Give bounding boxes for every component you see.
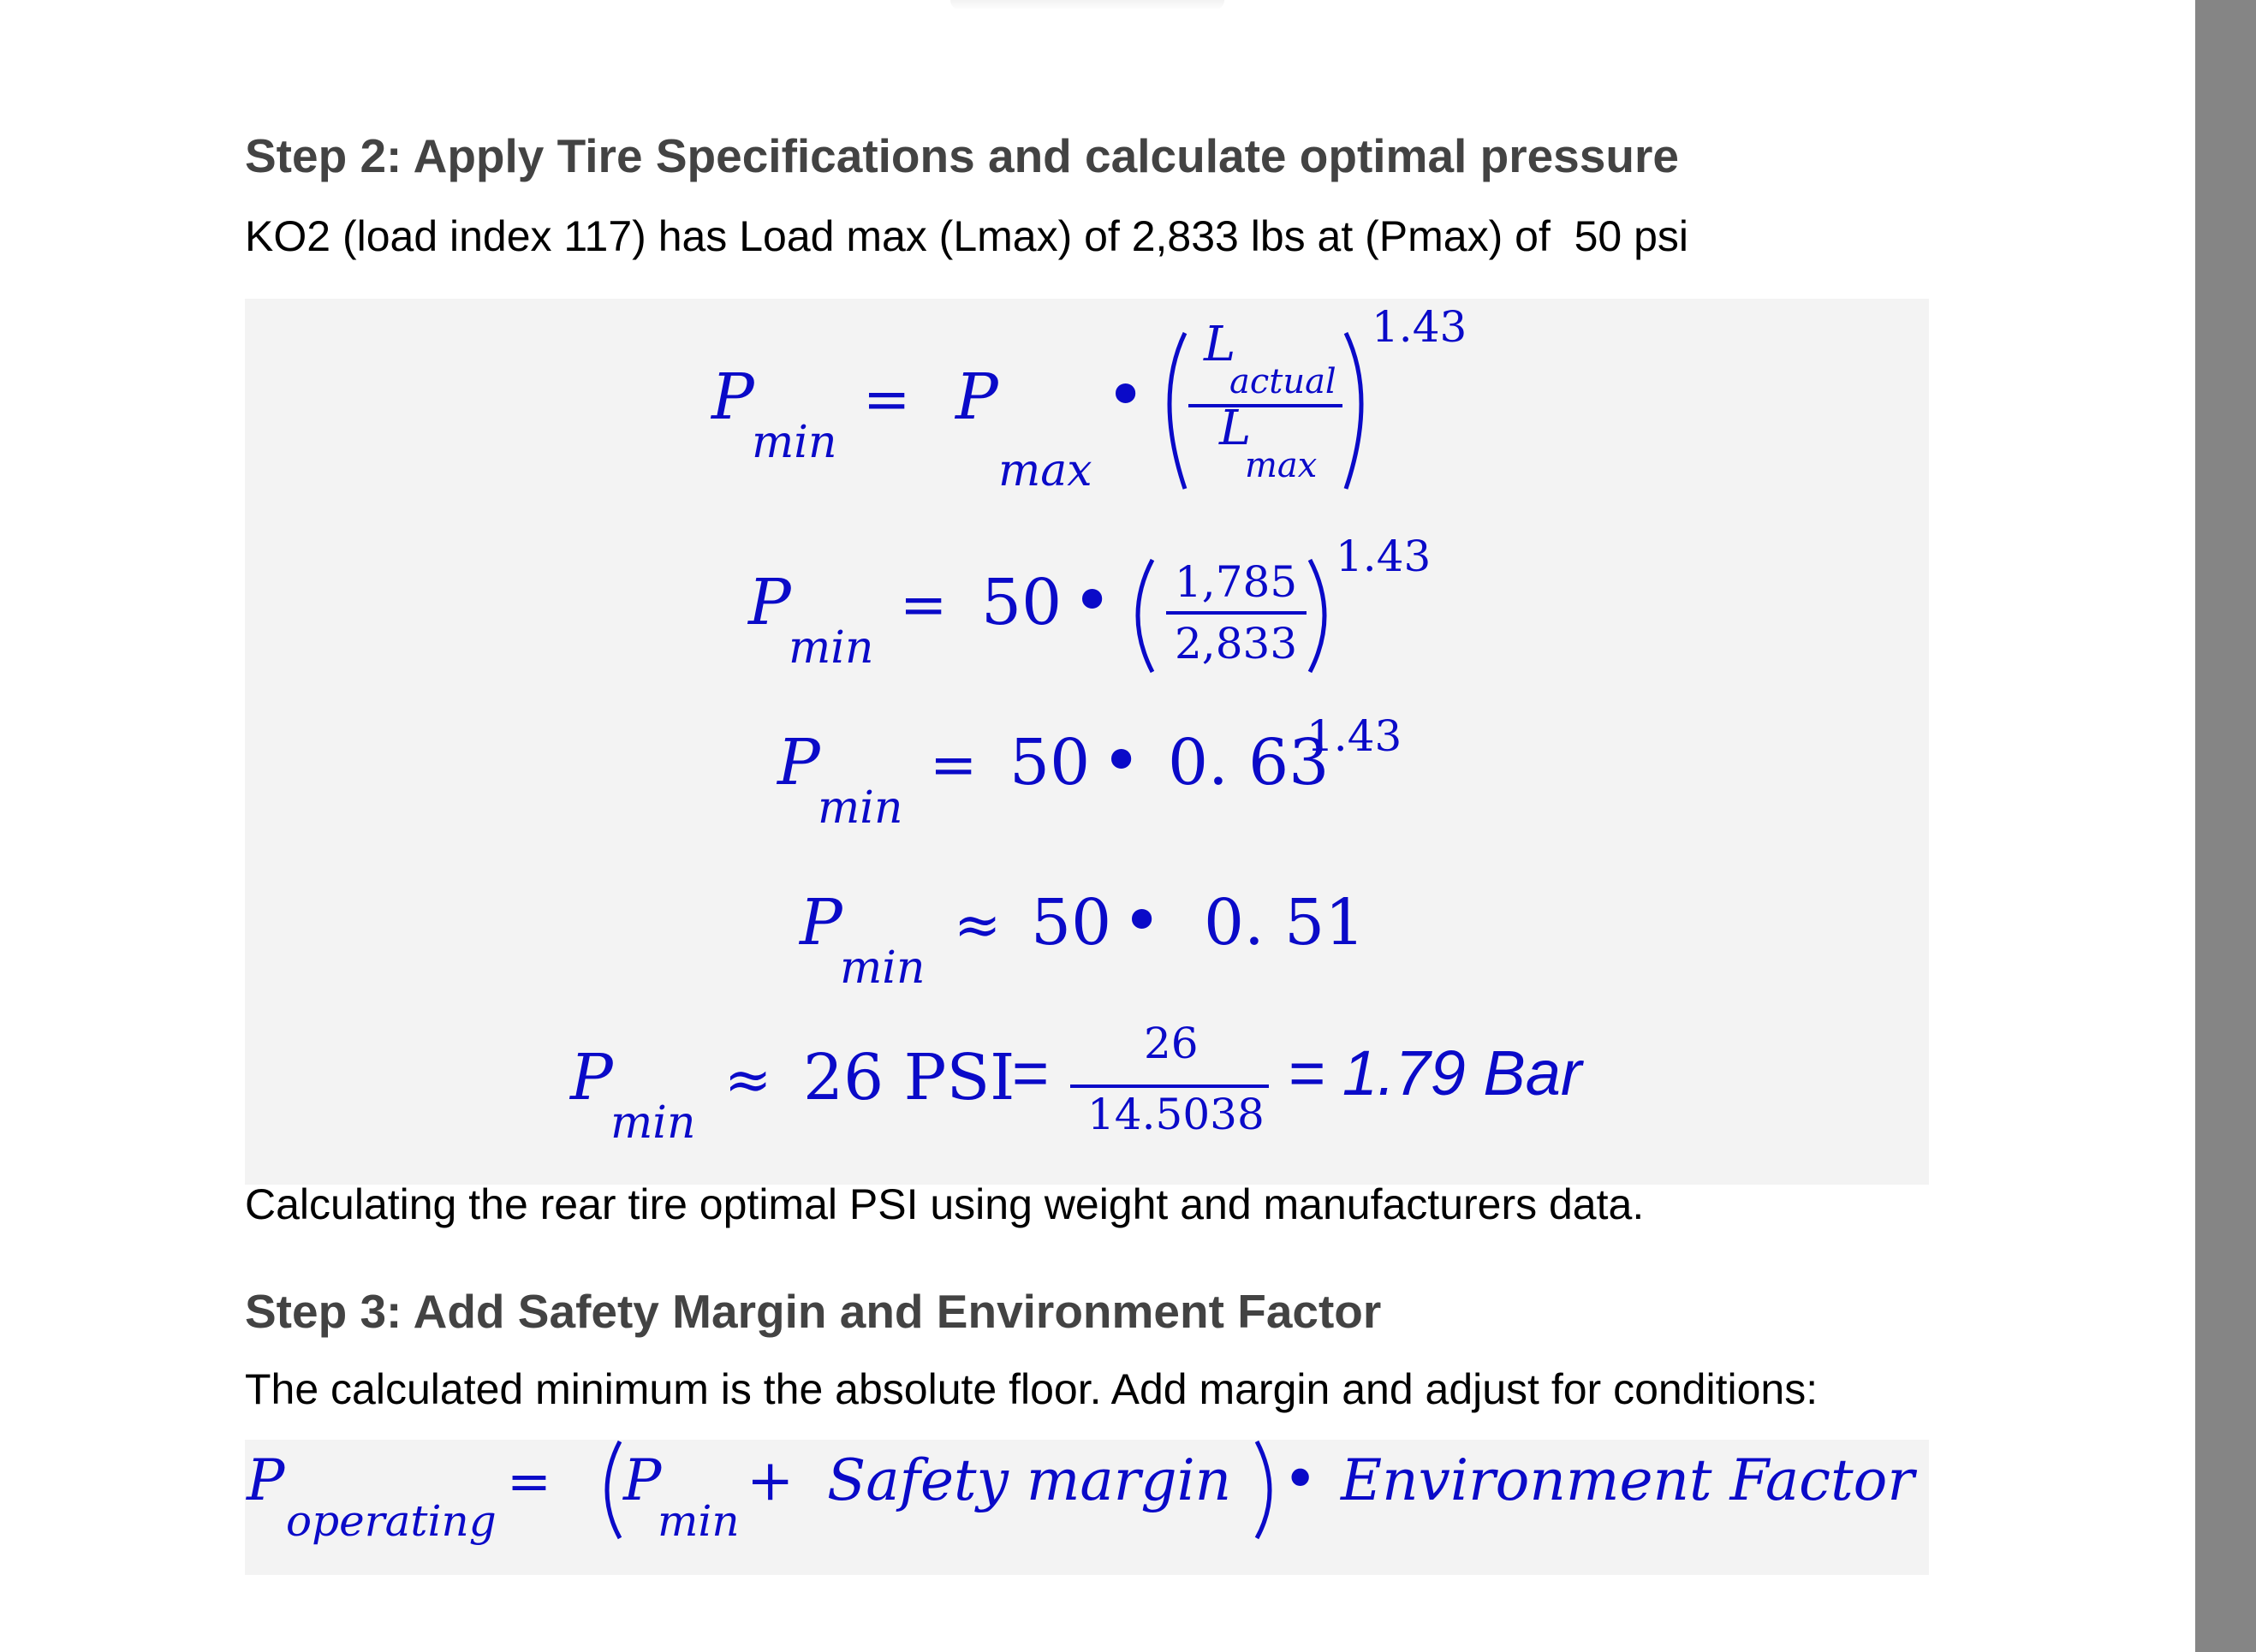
l-symbol: L: [1204, 317, 1236, 372]
multiply-dot: •: [1101, 721, 1142, 800]
min-subscript: min: [840, 942, 926, 994]
pmax-value: 50: [981, 566, 1063, 639]
operating-subscript: operating: [286, 1496, 497, 1546]
min-subscript: min: [818, 782, 903, 834]
l-symbol: L: [1219, 401, 1252, 456]
p-symbol: P: [247, 1447, 285, 1513]
equation-result: [568, 1019, 1585, 1149]
step2-intro: KO2 (load index 117) has Load max (Lmax) of 2,833 lbs at (Pmax) of 50 psi: [245, 212, 1689, 260]
equals-sign: =: [1012, 1037, 1050, 1108]
fraction-denominator: 14.5038: [1087, 1090, 1265, 1139]
p-symbol: P: [570, 1041, 613, 1114]
min-subscript: min: [789, 622, 874, 674]
l-max-value: 2,833: [1175, 619, 1298, 669]
plus-sign: +: [747, 1447, 795, 1513]
equals-sign: =: [863, 366, 911, 432]
p-symbol: P: [955, 360, 998, 434]
psi-result: 26 PSI: [803, 1041, 1015, 1114]
ratio-value: 0. 63: [1168, 726, 1330, 799]
pmax-value: 50: [1009, 726, 1091, 799]
vertical-scrollbar[interactable]: [2195, 0, 2256, 1652]
environment-factor-term: Environment Factor: [1341, 1447, 1914, 1513]
left-paren: [607, 1441, 620, 1538]
approx-sign: ≈: [724, 1047, 772, 1113]
equation-render: [245, 299, 1929, 1185]
equals-sign: =: [507, 1450, 551, 1512]
equals-sign: =: [900, 572, 948, 638]
exponent: 1.43: [1372, 302, 1467, 352]
equation-powered: [798, 881, 1365, 994]
max-subscript: max: [998, 445, 1092, 496]
powered-ratio-value: 0. 51: [1204, 886, 1366, 960]
bar-result: = 1.79 Bar: [1288, 1037, 1582, 1108]
step2-heading: Step 2: Apply Tire Specifications and calculate optimal pressure: [245, 129, 1679, 182]
operating-equation-block: [245, 1440, 1929, 1575]
p-symbol: P: [748, 566, 791, 639]
left-paren: [1170, 333, 1185, 489]
right-paren: [1310, 560, 1324, 672]
p-symbol: P: [777, 726, 820, 799]
p-symbol: P: [711, 360, 754, 434]
operating-equation-render: [245, 1440, 1929, 1575]
equation-substituted: [747, 532, 1431, 674]
pmax-value: 50: [1031, 886, 1112, 960]
multiply-dot: •: [1283, 1444, 1318, 1514]
left-paren: [1138, 560, 1152, 672]
max-subscript: max: [1245, 446, 1318, 485]
approx-sign: ≈: [954, 892, 1002, 958]
equation-block: [245, 299, 1929, 1185]
p-symbol: P: [623, 1447, 662, 1513]
min-subscript: min: [658, 1496, 740, 1546]
equation-general-form: [710, 302, 1467, 496]
fraction-numerator: 26: [1144, 1019, 1199, 1068]
min-subscript: min: [610, 1097, 696, 1149]
multiply-dot: •: [1072, 561, 1113, 640]
exponent: 1.43: [1336, 532, 1432, 581]
right-paren: [1257, 1441, 1270, 1538]
exponent: 1.43: [1307, 711, 1402, 761]
step2-caption: Calculating the rear tire optimal PSI using weight and manufacturers data.: [245, 1180, 1645, 1228]
min-subscript: min: [752, 417, 837, 468]
multiply-dot: •: [1122, 881, 1163, 960]
p-symbol: P: [800, 886, 842, 960]
step3-heading: Step 3: Add Safety Margin and Environment Factor: [245, 1285, 1382, 1338]
step3-intro: The calculated minimum is the absolute floor. Add margin and adjust for conditions:: [245, 1365, 1818, 1413]
actual-subscript: actual: [1229, 362, 1336, 401]
equals-sign: =: [930, 732, 978, 798]
multiply-dot: •: [1105, 355, 1146, 435]
l-actual-value: 1,785: [1175, 557, 1298, 607]
safety-margin-term: Safety margin: [827, 1447, 1232, 1513]
right-paren: [1346, 333, 1361, 489]
equation-ratio: [776, 711, 1402, 834]
